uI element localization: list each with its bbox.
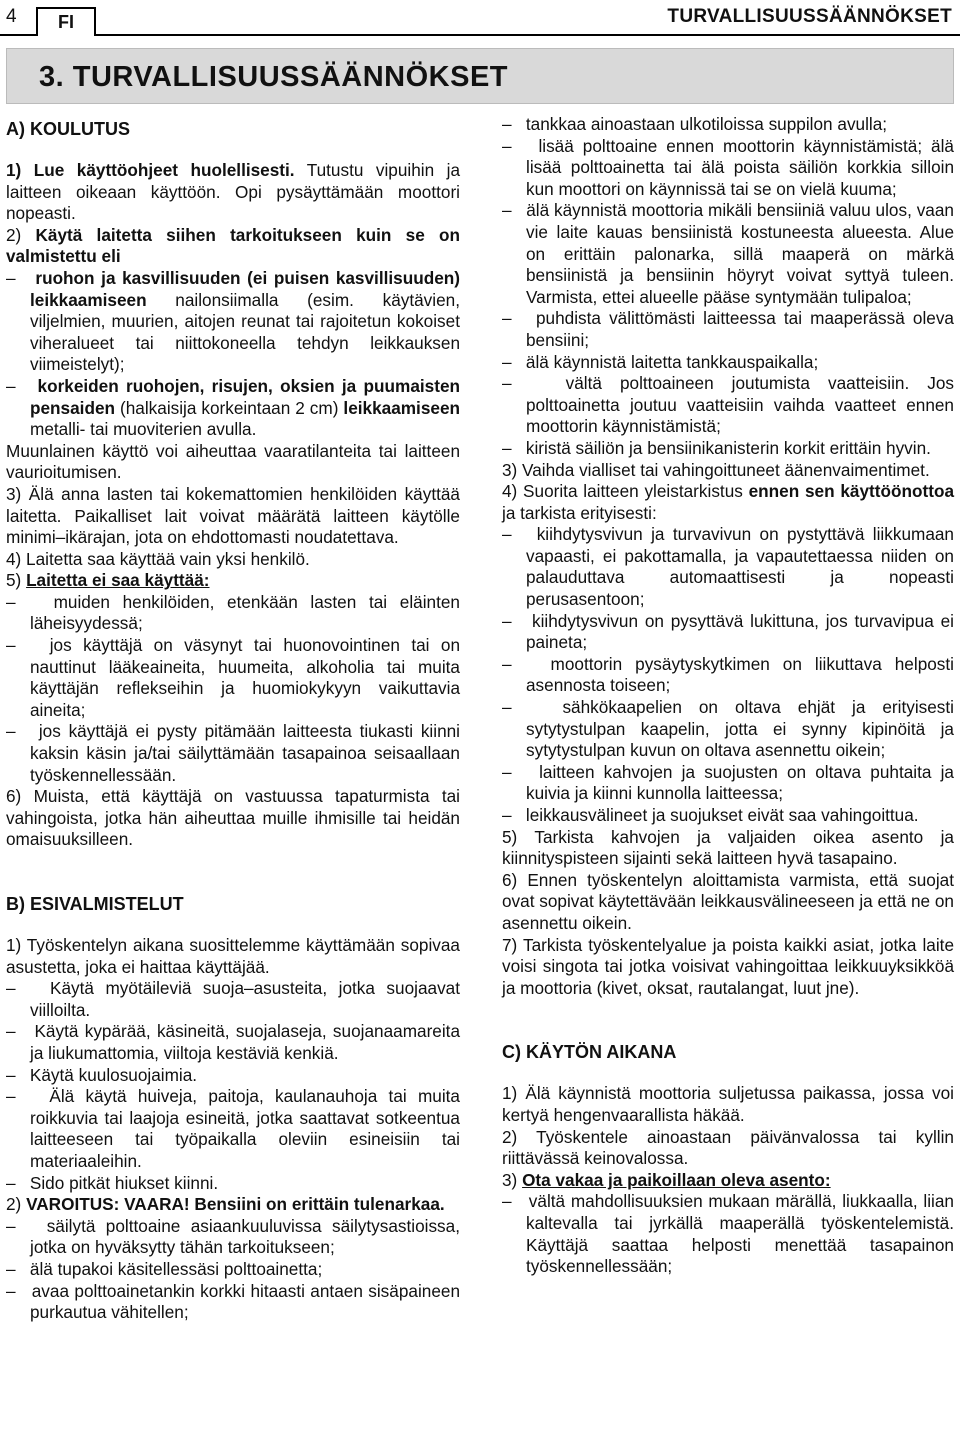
paragraph-a2: 2) Käytä laitetta siihen tarkoitukseen kuin se on valmistettu eli [6, 224, 460, 267]
list-item: – laitteen kahvojen ja suojusten on oltava puhtaita ja kuivia ja kiinni kunnolla laitteessa; [502, 761, 954, 804]
list-item: – lisää polttoaine ennen moottorin käynnistämistä; älä lisää polttoainetta tai älä poista säiliön korkkia silloin kun moottori on käynnissä tai se on vielä kuuma; [502, 135, 954, 199]
list-item: – sähkökaapelien on oltava ehjät ja erityisesti sytytystulpan kaapelin, jotta ei synny kipinöitä ja sytytystulpan kuvun on oltava asennettu oikein; [502, 697, 954, 761]
paragraph-b4: 4) Suorita laitteen yleistarkistus ennen sen käyttöönottoa ja tarkista erityisesti: [502, 481, 954, 523]
list-item: – Älä käytä huiveja, paitoja, kaulanauhoja tai muita roikkuvia tai laajoja esineitä, jotka saattavat sotkeentua laitteeseen tai työpaikalla oleviin esineisiin tai materiaaleihin. [6, 1086, 460, 1171]
list-item: – muiden henkilöiden, etenkään lasten tai eläinten läheisyydessä; [6, 591, 460, 634]
paragraph-b2: 2) VAROITUS: VAARA! Bensiini on erittäin tulenarkaa. [6, 1194, 445, 1215]
list-item: – Käytä kypärää, käsineitä, suojalaseja, suojanaamareita ja liukumattomia, viiltoja kestäviä kenkiä. [6, 1021, 460, 1063]
paragraph-c3: 3) Ota vakaa ja paikoillaan oleva asento: [502, 1169, 831, 1190]
list-item: – vältä polttoaineen joutumista vaatteisiin. Jos polttoainetta joutuu vaatteisiin vaihda vaatteet ennen moottorin käynnistämistä; [502, 373, 954, 437]
list-item: – leikkausvälineet ja suojukset eivät saa vahingoittua. [502, 805, 919, 825]
chapter-banner [6, 48, 954, 104]
paragraph-c1: 1) Älä käynnistä moottoria suljetussa paikassa, jossa voi kertyä hengenvaarallista häkää. [502, 1083, 954, 1125]
section-a-title: A) KOULUTUS [6, 119, 130, 139]
header-rule [0, 34, 960, 36]
list-item: – tankkaa ainoastaan ulkotiloissa suppilon avulla; [502, 114, 888, 134]
page-number: 4 [6, 6, 17, 27]
paragraph-a5: 5) Laitetta ei saa käyttää: [6, 570, 210, 591]
paragraph-a3: 3) Älä anna lasten tai kokemattomien henkilöiden käyttää laitetta. Paikalliset lait voivat määrätä laitteen käytölle minimi–ikärajan, jota on ehdottomasti noudatettava. [6, 483, 460, 548]
list-item: – kiihdytysvivun on pysyttävä lukittuna, jos turvavipua ei paineta; [502, 610, 955, 653]
list-item: – kiihdytysvivun ja turvavivun on pystyttävä liikkumaan vapaasti, ei pakottamalla, ja vapautettaessa niiden on palauduttava automaattisesti ja nopeasti perusasentoon; [502, 524, 954, 610]
list-item: – avaa polttoainetankin korkki hitaasti antaen sisäpaineen purkautua vähitellen; [6, 1280, 460, 1323]
paragraph-a2-tail: Muunlainen käyttö voi aiheuttaa vaaratilanteita tai laitteen vaurioitumisen. [6, 440, 460, 483]
section-b-title: B) ESIVALMISTELUT [6, 894, 184, 914]
list-item: – älä käynnistä laitetta tankkauspaikalla; [502, 351, 819, 372]
paragraph-a6: 6) Muista, että käyttäjä on vastuussa tapaturmista tai vahingoista, jotka hän aiheuttaa muille ihmisille tai heidän omaisuuksilleen. [6, 786, 460, 850]
list-item: – jos käyttäjä ei pysty pitämään laitteesta tiukasti kiinni kaksin käsin ja/tai säilyttämään tasapainoa seisaallaan työskennellessään. [6, 721, 461, 785]
paragraph-a1: 1) Lue käyttöohjeet huolellisesti. Tutustu vipuihin ja laitteen oikeaan käyttöön. Opi pysäyttämään moottori nopeasti. [6, 160, 460, 224]
paragraph-b5: 5) Tarkista kahvojen ja valjaiden oikea asento ja kiinnityspisteen sijainti sekä laitteen hyvä tasapaino. [502, 826, 954, 869]
list-item: – korkeiden ruohojen, risujen, oksien ja puumaisten pensaiden (halkaisija korkeintaan 2 cm) leikkaamiseen metalli- tai muoviterien avulla. [6, 375, 460, 440]
list-item: – Käytä myötäileviä suoja–asusteita, jotka suojaavat viilloilta. [6, 978, 460, 1020]
list-item: – jos käyttäjä on väsynyt tai huonovointinen tai on nauttinut lääkeaineita, huumeita, alkoholia tai muita käyttäjän reflekseihin ja huomiokykyyn vaikuttavia aineita; [6, 635, 460, 720]
paragraph-a4: 4) Laitetta saa käyttää vain yksi henkilö. [6, 548, 310, 569]
list-item: – kiristä säiliön ja bensiinikanisterin korkit erittäin hyvin. [502, 437, 931, 458]
left-column [6, 114, 460, 1324]
list-item: – puhdista välittömästi laitteessa tai maaperässä oleva bensiini; [502, 308, 954, 350]
chapter-title: 3. TURVALLISUUSSÄÄNNÖKSET [39, 61, 509, 93]
section-c-title: C) KÄYTÖN AIKANA [502, 1042, 677, 1063]
list-item: – moottorin pysäytyskytkimen on liikuttava helposti asennosta toiseen; [502, 653, 954, 696]
paragraph-c2: 2) Työskentele ainoastaan päivänvalossa tai kyllin riittävässä keinovalossa. [502, 1126, 954, 1169]
running-title: TURVALLISUUSSÄÄNNÖKSET [667, 6, 952, 27]
paragraph-b6: 6) Ennen työskentelyn aloittamista varmista, että suojat ovat sopivat käytettävään leikkausvälineeseen ja että ne on asennettu oikein. [502, 869, 954, 933]
list-item: – Sido pitkät hiukset kiinni. [6, 1172, 219, 1193]
list-item: – älä käynnistä moottoria mikäli bensiiniä valuu ulos, vaan vie laite kauas bensiinistä kostuneesta alueesta. Alue on erittäin palonarka, sillä maaperä on märkä bensiinistä ja bensiinin höyryt voivat syttyä tuleen. Varmista, ettei alueelle pääse syntymään tulipaloa; [502, 200, 954, 307]
list-item: – säilytä polttoaine asiaankuuluvissa säilytysastioissa, jotka on hyväksytty tähän tarkoitukseen; [6, 1215, 460, 1258]
list-item: – älä tupakoi käsitellessäsi polttoainetta; [6, 1258, 323, 1279]
paragraph-b3: 3) Vaihda vialliset tai vahingoittuneet äänenvaimentimet. [502, 459, 930, 480]
list-item: – vältä mahdollisuuksien mukaan märällä, liukkaalla, liian kaltevalla tai jyrkällä maaperällä työskentelemistä. Käyttäjä saattaa helposti menettää tasapainon työskennellessään; [502, 1191, 954, 1277]
list-item: – Käytä kuulosuojaimia. [6, 1064, 198, 1085]
right-column [502, 114, 954, 1278]
list-item: – ruohon ja kasvillisuuden (ei puisen kasvillisuuden) leikkaamiseen nailonsiimalla (esim. käytävien, viljelmien, muurien, aitojen reunat tai rajoitetun kokoiset viheralueet tai niittokoneella tehdyn leikkauksen viimeistelyt); [6, 267, 460, 375]
language-tab: FI [36, 7, 96, 36]
paragraph-b1: 1) Työskentelyn aikana suosittelemme käyttämään sopivaa asustetta, joka ei haittaa käyttäjää. [6, 935, 460, 977]
paragraph-b7: 7) Tarkista työskentelyalue ja poista kaikki asiat, jotka laite voisi singota tai jotka voisivat vahingoittaa leikkuuyksikköä ja moottoria (kivet, oksat, rautalangat, luut jne). [502, 934, 954, 998]
